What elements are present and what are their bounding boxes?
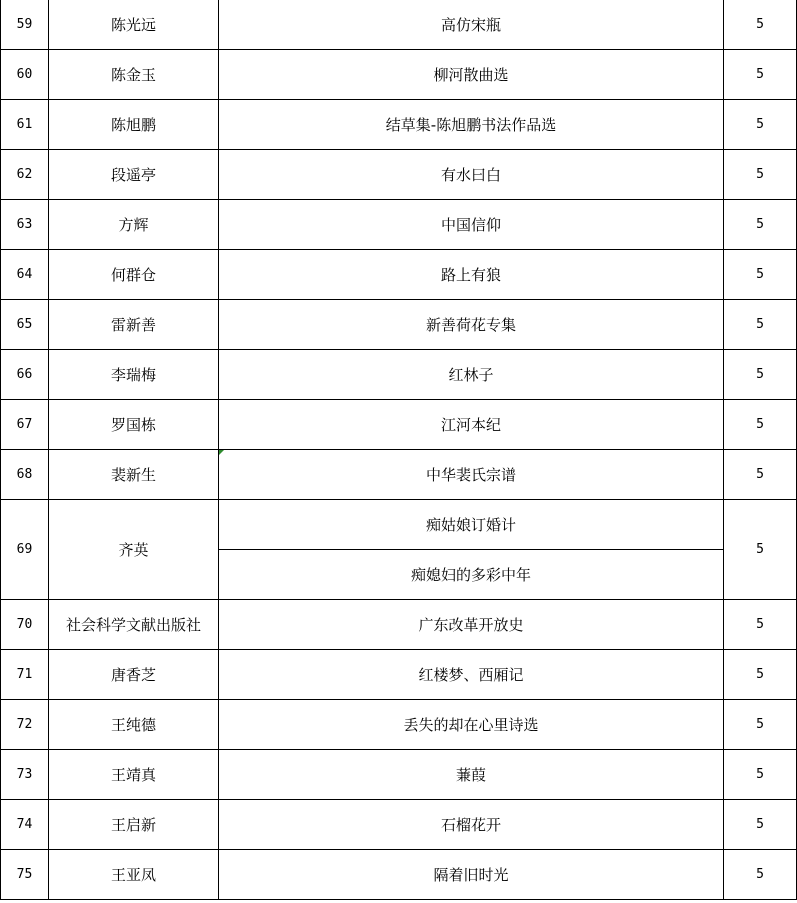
book-title-cell[interactable]: 蒹葭 [219, 750, 724, 800]
quantity-cell[interactable]: 5 [724, 100, 797, 150]
author-cell[interactable]: 王靖真 [49, 750, 219, 800]
book-title-cell[interactable]: 痴媳妇的多彩中年 [219, 550, 724, 600]
quantity-cell[interactable]: 5 [724, 200, 797, 250]
quantity-cell[interactable]: 5 [724, 750, 797, 800]
table-row [1, 250, 797, 300]
quantity-cell[interactable]: 5 [724, 150, 797, 200]
quantity-cell[interactable]: 5 [724, 50, 797, 100]
row-number-cell[interactable]: 66 [1, 350, 49, 400]
quantity-cell[interactable]: 5 [724, 800, 797, 850]
quantity-cell[interactable]: 5 [724, 700, 797, 750]
quantity-cell[interactable]: 5 [724, 500, 797, 600]
row-number-cell[interactable]: 63 [1, 200, 49, 250]
author-cell[interactable]: 唐香芝 [49, 650, 219, 700]
book-title-cell[interactable]: 中国信仰 [219, 200, 724, 250]
book-title-cell[interactable]: 红林子 [219, 350, 724, 400]
row-number-cell[interactable]: 75 [1, 850, 49, 900]
table-row [1, 500, 797, 550]
quantity-cell[interactable]: 5 [724, 850, 797, 900]
book-title-text: 中华裴氏宗谱 [425, 466, 516, 484]
author-cell[interactable]: 何群仓 [49, 250, 219, 300]
table-row [1, 700, 797, 750]
book-title-cell[interactable]: 柳河散曲选 [219, 50, 724, 100]
row-number-cell[interactable]: 73 [1, 750, 49, 800]
quantity-cell[interactable]: 5 [724, 650, 797, 700]
author-cell[interactable]: 陈金玉 [49, 50, 219, 100]
book-title-cell[interactable]: 新善荷花专集 [219, 300, 724, 350]
table-row [1, 600, 797, 650]
author-cell[interactable]: 王纯德 [49, 700, 219, 750]
author-cell[interactable]: 罗国栋 [49, 400, 219, 450]
book-title-cell[interactable]: 高仿宋瓶 [219, 0, 724, 50]
author-cell[interactable]: 雷新善 [49, 300, 219, 350]
table-row [1, 300, 797, 350]
quantity-cell[interactable]: 5 [724, 250, 797, 300]
row-number-cell[interactable]: 70 [1, 600, 49, 650]
author-cell[interactable]: 陈旭鹏 [49, 100, 219, 150]
quantity-cell[interactable]: 5 [724, 450, 797, 500]
row-number-cell[interactable]: 61 [1, 100, 49, 150]
quantity-cell[interactable]: 5 [724, 300, 797, 350]
author-cell[interactable]: 王亚凤 [49, 850, 219, 900]
author-cell[interactable]: 王启新 [49, 800, 219, 850]
comment-indicator-icon [219, 450, 224, 455]
author-cell[interactable]: 裴新生 [49, 450, 219, 500]
author-cell[interactable]: 陈光远 [49, 0, 219, 50]
book-title-cell[interactable]: 隔着旧时光 [219, 850, 724, 900]
row-number-cell[interactable]: 74 [1, 800, 49, 850]
row-number-cell[interactable]: 69 [1, 500, 49, 600]
table-row [1, 800, 797, 850]
table-row [1, 750, 797, 800]
row-number-cell[interactable]: 64 [1, 250, 49, 300]
author-cell[interactable]: 段遥亭 [49, 150, 219, 200]
table-row [1, 350, 797, 400]
quantity-cell[interactable]: 5 [724, 400, 797, 450]
quantity-cell[interactable]: 5 [724, 350, 797, 400]
table-row [1, 50, 797, 100]
row-number-cell[interactable]: 60 [1, 50, 49, 100]
author-cell[interactable]: 李瑞梅 [49, 350, 219, 400]
book-title-cell[interactable]: 红楼梦、西厢记 [219, 650, 724, 700]
book-title-cell[interactable]: 有水曰白 [219, 150, 724, 200]
book-title-cell[interactable]: 路上有狼 [219, 250, 724, 300]
table-row [1, 150, 797, 200]
table-row [1, 0, 797, 50]
row-number-cell[interactable]: 65 [1, 300, 49, 350]
book-title-cell[interactable]: 江河本纪 [219, 400, 724, 450]
row-number-cell[interactable]: 62 [1, 150, 49, 200]
table-row [1, 100, 797, 150]
book-title-cell[interactable]: 痴姑娘订婚计 [219, 500, 724, 550]
book-title-cell[interactable]: 石榴花开 [219, 800, 724, 850]
author-cell[interactable]: 齐英 [49, 500, 219, 600]
book-title-cell[interactable]: 丢失的却在心里诗选 [219, 700, 724, 750]
book-title-cell[interactable]: 结草集-陈旭鹏书法作品选 [219, 100, 724, 150]
table-body [1, 0, 797, 900]
row-number-cell[interactable]: 72 [1, 700, 49, 750]
book-title-cell[interactable]: 广东改革开放史 [219, 600, 724, 650]
table-row [1, 650, 797, 700]
row-number-cell[interactable]: 67 [1, 400, 49, 450]
book-title-cell[interactable] [219, 450, 724, 500]
quantity-cell[interactable]: 5 [724, 0, 797, 50]
table-row [1, 400, 797, 450]
table-row [1, 200, 797, 250]
row-number-cell[interactable]: 68 [1, 450, 49, 500]
row-number-cell[interactable]: 71 [1, 650, 49, 700]
author-cell[interactable]: 社会科学文献出版社 [49, 600, 219, 650]
table-row [1, 850, 797, 900]
row-number-cell[interactable]: 59 [1, 0, 49, 50]
author-cell[interactable]: 方辉 [49, 200, 219, 250]
quantity-cell[interactable]: 5 [724, 600, 797, 650]
table-row [1, 450, 797, 500]
